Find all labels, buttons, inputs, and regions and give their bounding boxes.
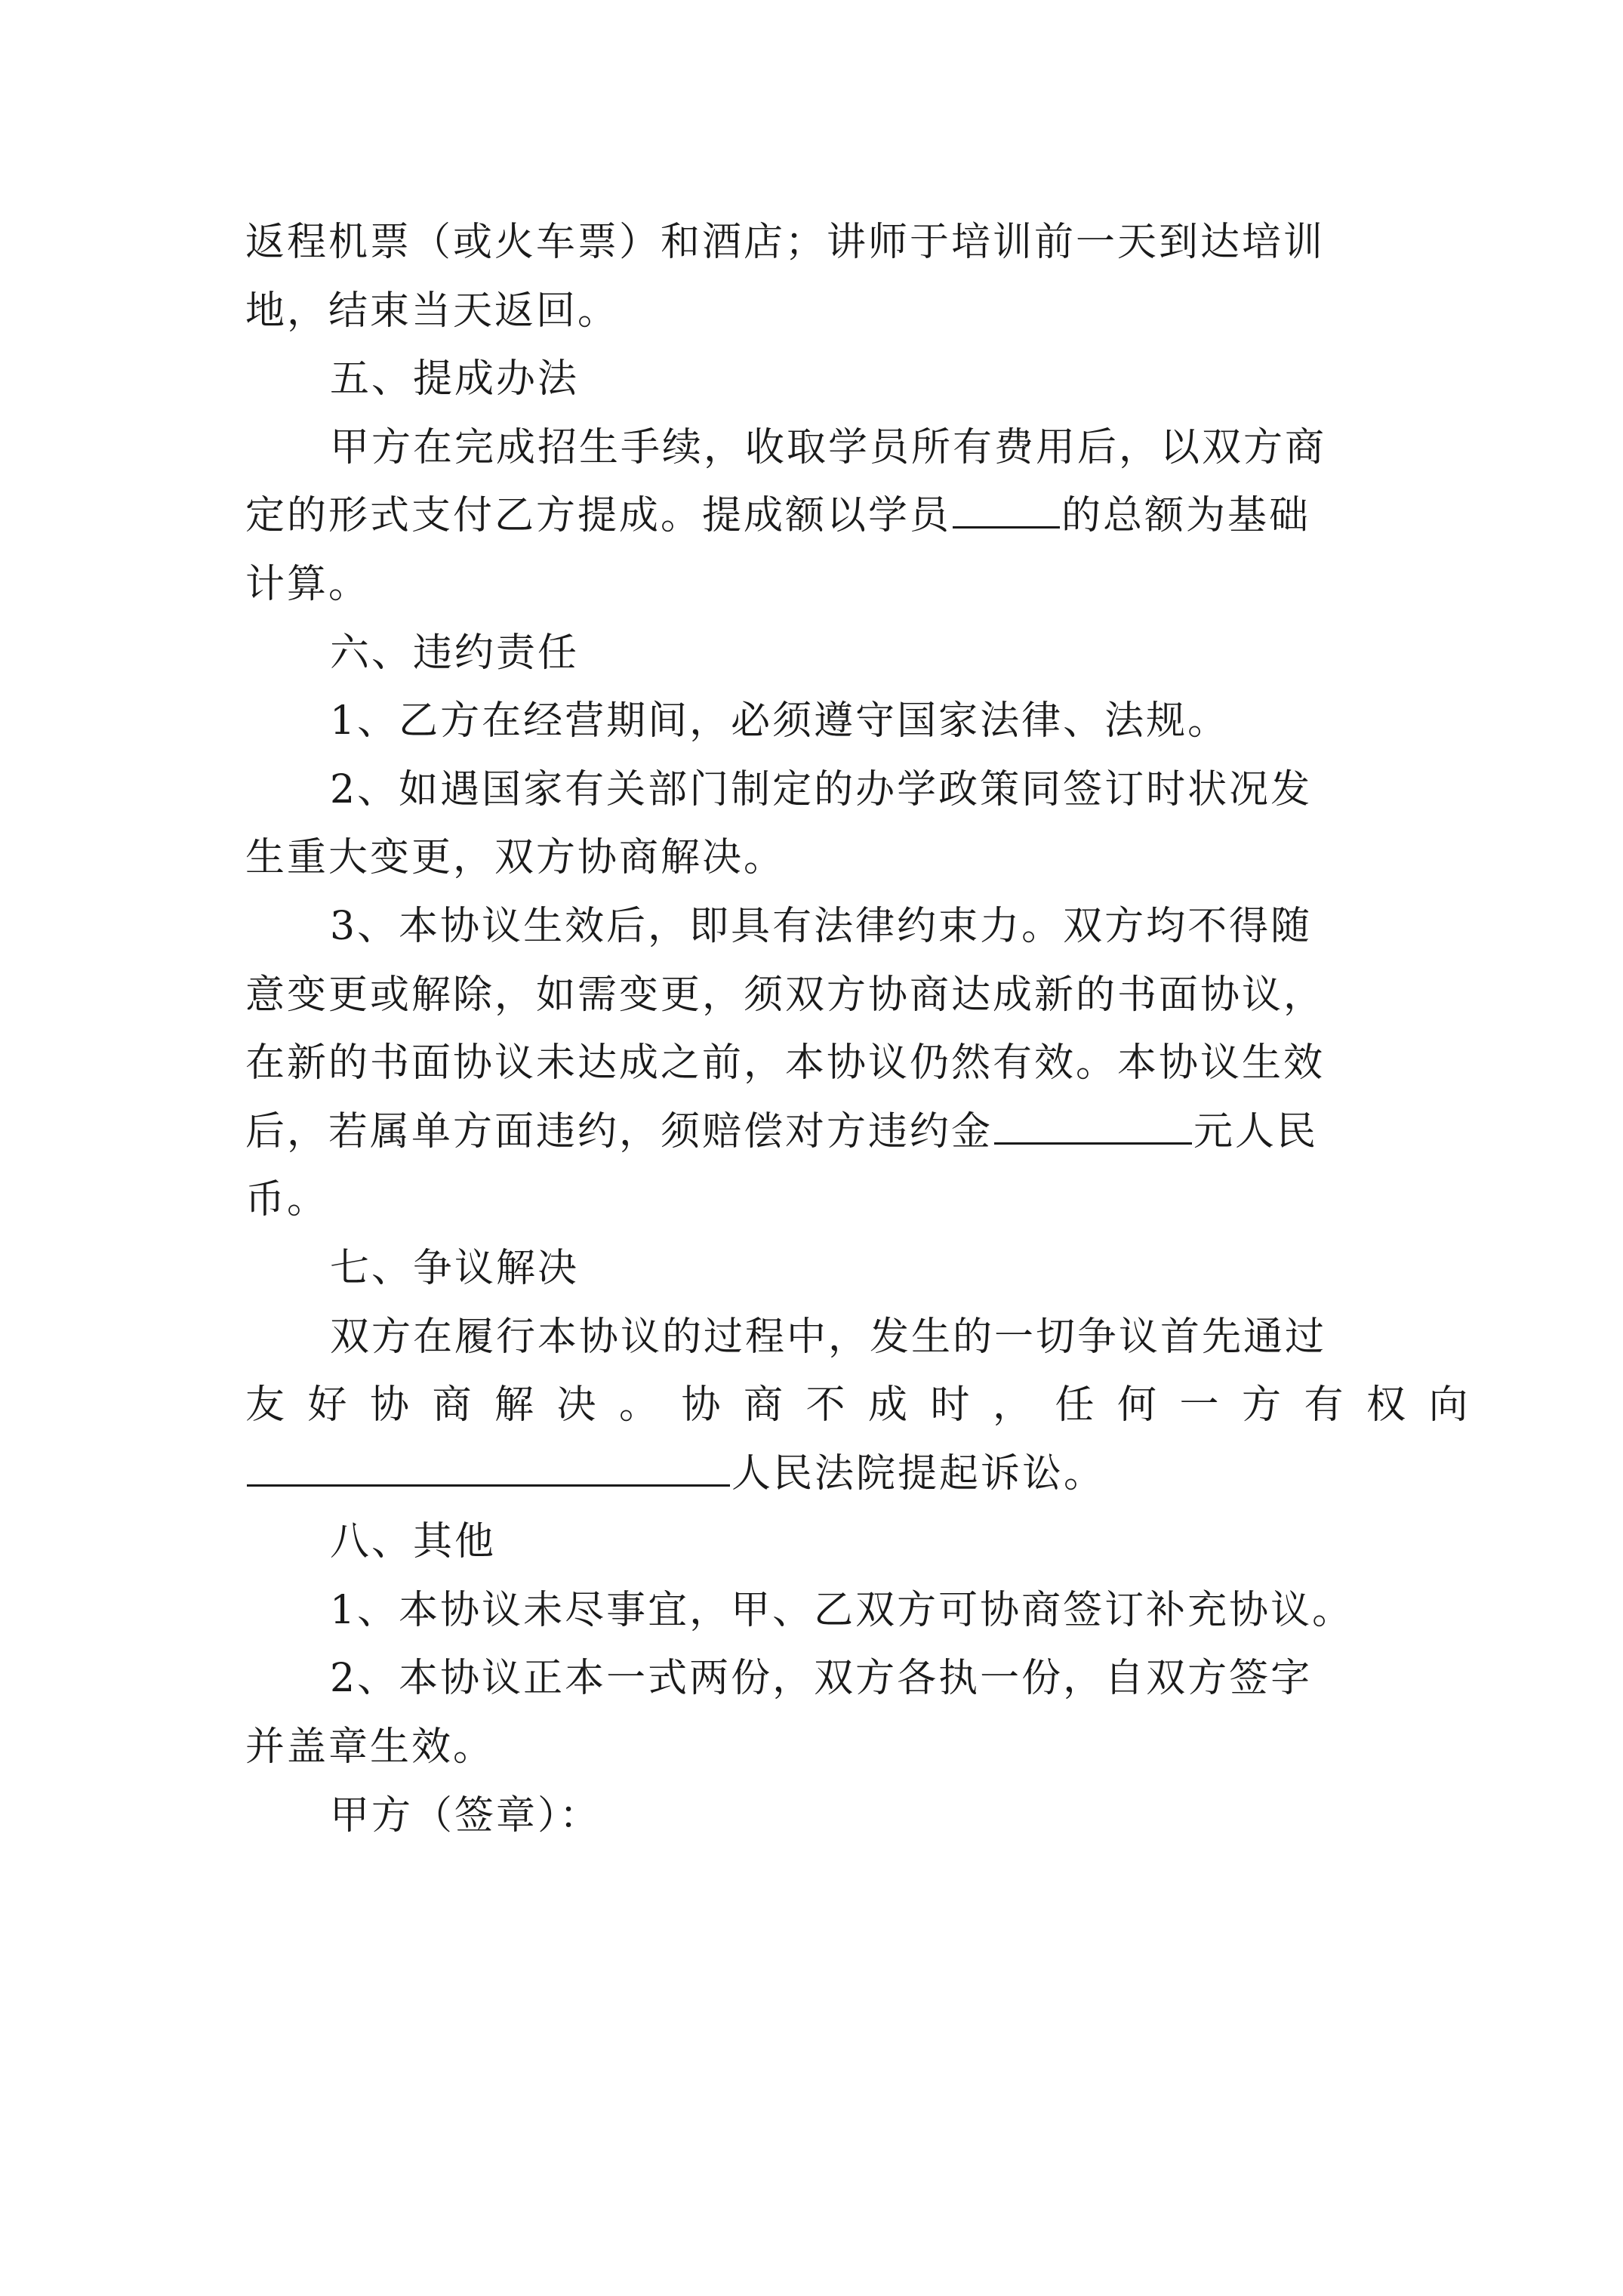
fill-in-blank[interactable] [994, 1099, 1192, 1145]
clause-line: 3、本协议生效后，即具有法律约束力。双方均不得随 [330, 903, 1313, 949]
clause-line: 1、本协议未尽事宜，甲、乙双方可协商签订补充协议。 [330, 1587, 1354, 1633]
paragraph-text: 的总额为基础 [1061, 493, 1311, 539]
clause-line: 2、本协议正本一式两份，双方各执一份，自双方签字 [330, 1656, 1313, 1702]
paragraph-text: 人民法院提起诉讼。 [731, 1450, 1106, 1496]
paragraph-line: 计算。 [245, 561, 371, 607]
paragraph-line: 地，结束当天返回。 [245, 288, 620, 334]
clause-line: 生重大变更，双方协商解决。 [245, 835, 786, 881]
paragraph-line: 甲方在完成招生手续，收取学员所有费用后，以双方商 [330, 424, 1327, 470]
clause-line: 在新的书面协议未达成之前，本协议仍然有效。本协议生效 [245, 1040, 1326, 1086]
paragraph-line-with-blank [245, 1440, 1378, 1509]
clause-line-with-blank [245, 1098, 1378, 1166]
section-heading-commission: 五、提成办法 [330, 356, 580, 402]
fill-in-blank[interactable] [247, 1441, 730, 1487]
paragraph-line-with-blank [245, 482, 1378, 550]
paragraph-line: 双方在履行本协议的过程中，发生的一切争议首先通过 [330, 1314, 1327, 1360]
fill-in-blank[interactable] [953, 482, 1060, 529]
paragraph-text: 元人民 [1193, 1108, 1319, 1154]
paragraph-line: 返程机票（或火车票）和酒店；讲师于培训前一天到达培训 [245, 220, 1326, 265]
section-heading-dispute: 七、争议解决 [330, 1245, 580, 1291]
paragraph-text: 定的形式支付乙方提成。提成额以学员 [245, 493, 952, 539]
paragraph-text: 后，若属单方面违约，须赔偿对方违约金 [245, 1108, 993, 1154]
document-body [245, 208, 1492, 1850]
section-heading-breach: 六、违约责任 [330, 630, 580, 676]
paragraph-line: 友好协商解决。协商不成时，任何一方有权向 [245, 1382, 1492, 1428]
section-heading-other: 八、其他 [330, 1519, 497, 1565]
clause-line: 意变更或解除，如需变更，须双方协商达成新的书面协议， [245, 972, 1326, 1018]
signature-label-party-a: 甲方（签章）： [330, 1792, 602, 1838]
clause-line: 币。 [245, 1177, 329, 1223]
clause-line: 并盖章生效。 [245, 1724, 495, 1771]
clause-line: 2、如遇国家有关部门制定的办学政策同签订时状况发 [330, 766, 1313, 812]
clause-line: 1、乙方在经营期间，必须遵守国家法律、法规。 [330, 698, 1230, 744]
